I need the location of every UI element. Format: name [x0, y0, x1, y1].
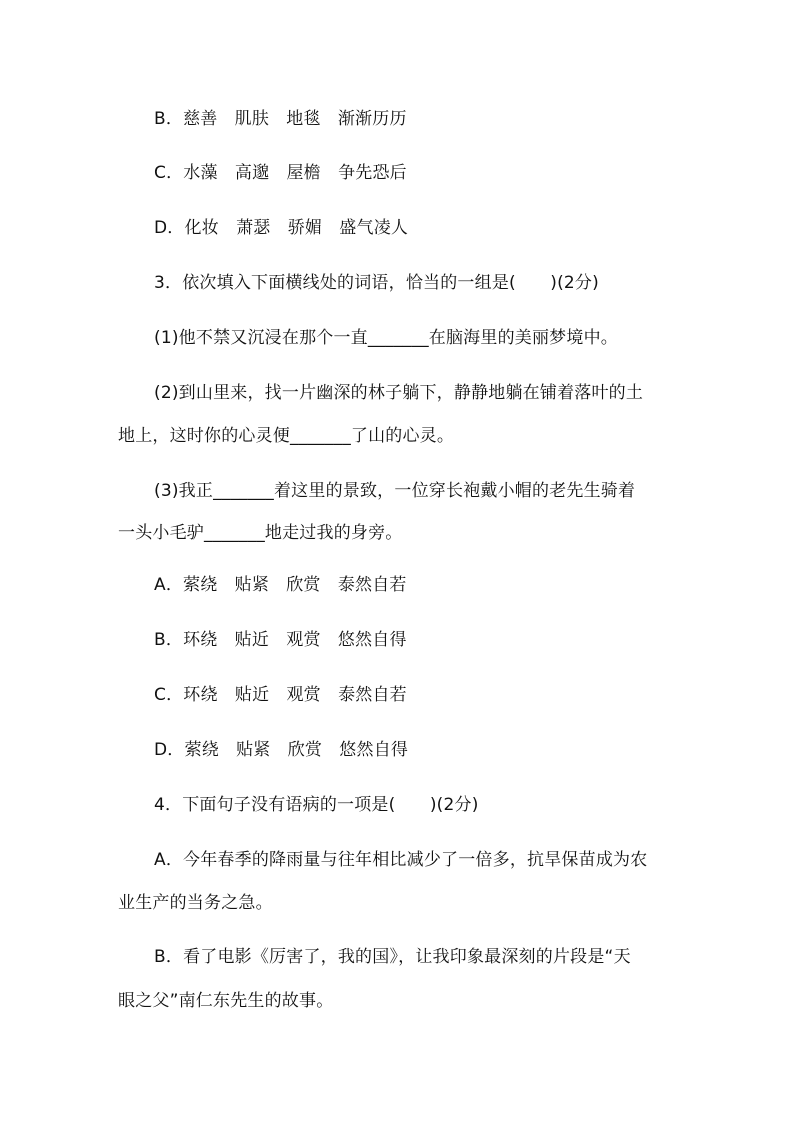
- q3-sentence-3-line-1: (3)我正_______着这里的景致，一位穿长袍戴小帽的老先生骑着: [154, 481, 636, 501]
- q3-sentence-1: (1)他不禁又沉浸在那个一直_______在脑海里的美丽梦境中。: [154, 328, 618, 348]
- q2-option-d: D．化妆 萧瑟 骄媚 盛气凌人: [154, 218, 409, 238]
- q3-sentence-3-line-2: 一头小毛驴_______地走过我的身旁。: [118, 523, 403, 543]
- q2-option-c: C．水藻 高邈 屋檐 争先恐后: [154, 163, 407, 183]
- q3-sentence-2-line-2: 地上，这时你的心灵便_______了山的心灵。: [118, 426, 455, 446]
- q3-stem: 3．依次填入下面横线处的词语，恰当的一组是( )(2分): [154, 273, 599, 293]
- q4-option-a-line-2: 业生产的当务之急。: [118, 893, 273, 913]
- q3-option-a: A．萦绕 贴紧 欣赏 泰然自若: [154, 575, 407, 595]
- q4-option-b-line-2: 眼之父”南仁东先生的故事。: [118, 991, 334, 1011]
- q2-option-b: B．慈善 肌肤 地毯 渐渐历历: [154, 109, 407, 129]
- q3-option-d: D．萦绕 贴紧 欣赏 悠然自得: [154, 740, 409, 760]
- q4-option-a-line-1: A．今年春季的降雨量与往年相比减少了一倍多，抗旱保苗成为农: [154, 850, 648, 870]
- q4-stem: 4．下面句子没有语病的一项是( )(2分): [154, 795, 479, 815]
- q3-option-c: C．环绕 贴近 观赏 泰然自若: [154, 685, 407, 705]
- q3-sentence-2-line-1: (2)到山里来，找一片幽深的林子躺下，静静地躺在铺着落叶的土: [154, 383, 644, 403]
- q4-option-b-line-1: B．看了电影《厉害了，我的国》，让我印象最深刻的片段是“天: [154, 947, 631, 967]
- q3-option-b: B．环绕 贴近 观赏 悠然自得: [154, 630, 407, 650]
